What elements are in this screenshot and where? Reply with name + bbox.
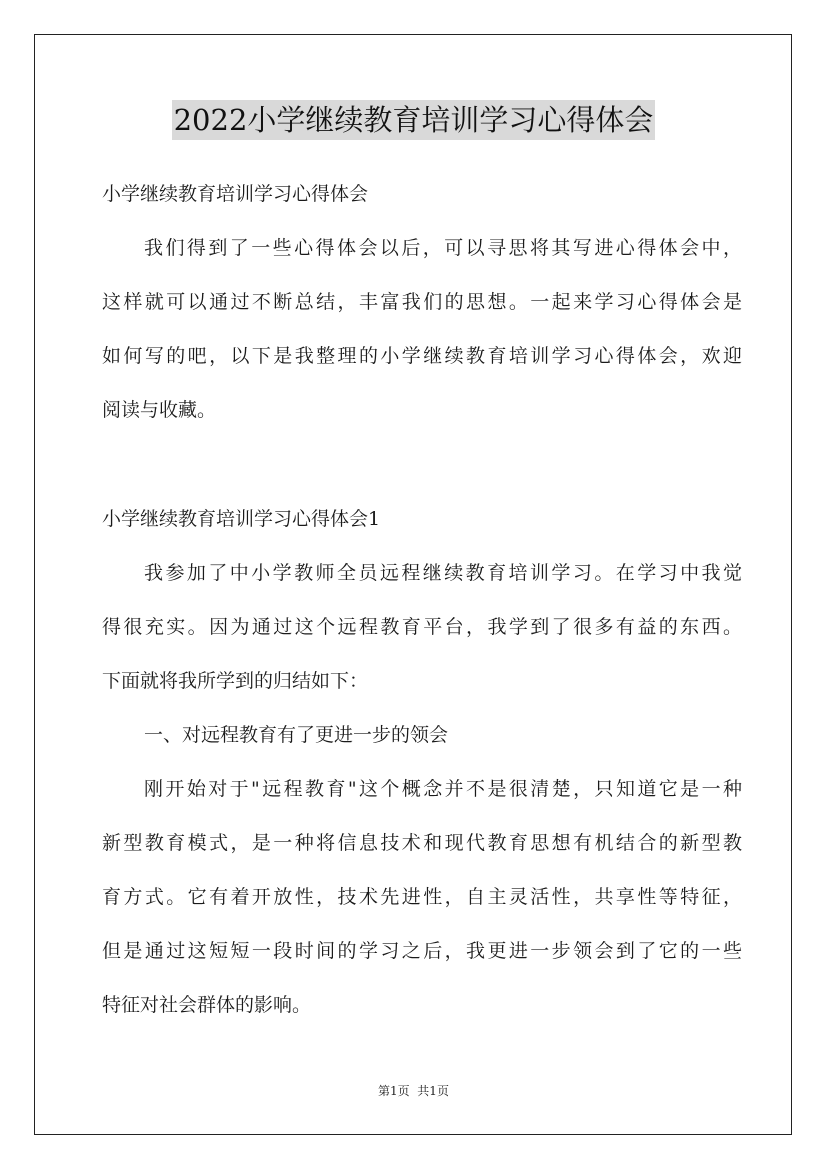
- intro-line: 如何写的吧，以下是我整理的小学继续教育培训学习心得体会，欢迎: [102, 345, 742, 367]
- title-container: [0, 100, 827, 140]
- intro-line: 阅读与收藏。: [102, 399, 217, 421]
- paragraph-line: 我参加了中小学教师全员远程继续教育培训学习。在学习中我觉: [144, 562, 742, 584]
- paragraph-line: 得很充实。因为通过这个远程教育平台，我学到了很多有益的东西。: [102, 616, 742, 638]
- page-footer: [0, 1083, 827, 1099]
- paragraph-line: 但是通过这短短一段时间的学习之后，我更进一步领会到了它的一些: [102, 940, 742, 962]
- paragraph-line: 刚开始对于"远程教育"这个概念并不是很清楚，只知道它是一种: [144, 778, 742, 800]
- paragraph-line: 下面就将我所学到的归结如下：: [102, 670, 369, 692]
- paragraph-line: 新型教育模式，是一种将信息技术和现代教育思想有机结合的新型教: [102, 832, 742, 854]
- document-subtitle: 小学继续教育培训学习心得体会: [102, 183, 369, 205]
- intro-line: 我们得到了一些心得体会以后，可以寻思将其写进心得体会中，: [144, 237, 742, 259]
- paragraph-line: 育方式。它有着开放性，技术先进性，自主灵活性，共享性等特征，: [102, 886, 742, 908]
- paragraph-line: 特征对社会群体的影响。: [102, 994, 312, 1016]
- intro-line: 这样就可以通过不断总结，丰富我们的思想。一起来学习心得体会是: [102, 291, 742, 313]
- section-heading: 小学继续教育培训学习心得体会1: [102, 508, 381, 530]
- page-number: 第1页 共1页: [378, 1084, 449, 1098]
- point-heading: 一、对远程教育有了更进一步的领会: [144, 724, 449, 746]
- document-title: 2022小学继续教育培训学习心得体会: [172, 100, 656, 140]
